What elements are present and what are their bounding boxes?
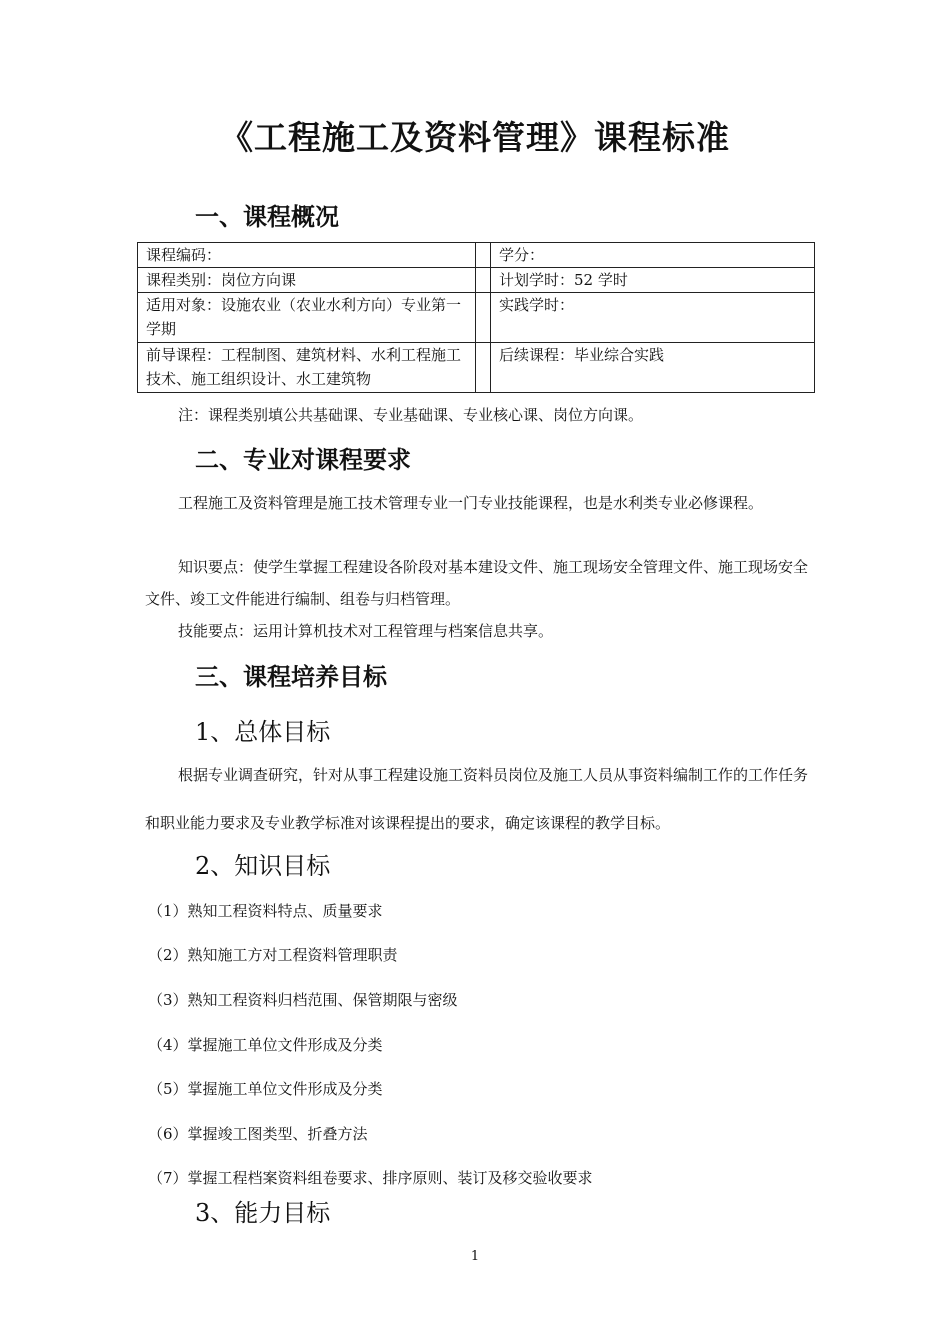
- page-number: 1: [470, 1249, 480, 1264]
- paragraph-skill-points: 技能要点：运用计算机技术对工程管理与档案信息共享。: [178, 622, 554, 640]
- paragraph-overall-objective: 根据专业调查研究，针对从事工程建设施工资料员岗位及施工人员从事资料编制工作的工作任务和职业能力要求及专业教学标准对该课程提出的要求，确定该课程的教学目标。: [145, 766, 809, 832]
- table-gap-cell: [476, 243, 491, 268]
- table-gap-cell: [476, 343, 491, 393]
- document-title: 《工程施工及资料管理》课程标准: [220, 118, 730, 157]
- paragraph-knowledge-points: 知识要点：使学生掌握工程建设各阶段对基本建设文件、施工现场安全管理文件、施工现场安全文件、竣工文件能进行编制、组卷与归档管理。: [145, 558, 809, 608]
- table-cell: 前导课程：工程制图、建筑材料、水利工程施工技术、施工组织设计、水工建筑物: [138, 343, 476, 393]
- subheading-knowledge-objective: 2、知识目标: [195, 852, 331, 880]
- table-row: [138, 293, 815, 343]
- list-item: （5）掌握施工单位文件形成及分类: [148, 1080, 383, 1098]
- table-cell: 后续课程：毕业综合实践: [491, 343, 815, 393]
- list-item: （2）熟知施工方对工程资料管理职责: [148, 946, 398, 964]
- section-heading-objectives: 三、课程培养目标: [195, 663, 387, 691]
- list-item: （3）熟知工程资料归档范围、保管期限与密级: [148, 991, 458, 1009]
- course-overview-table: [137, 242, 815, 393]
- subheading-ability-objective: 3、能力目标: [195, 1199, 331, 1227]
- table-cell: 课程类别：岗位方向课: [138, 268, 476, 293]
- list-item: （1）熟知工程资料特点、质量要求: [148, 902, 383, 920]
- table-gap-cell: [476, 268, 491, 293]
- section-heading-overview: 一、课程概况: [195, 203, 339, 231]
- table-cell: 实践学时：: [491, 293, 815, 343]
- list-item: （7）掌握工程档案资料组卷要求、排序原则、装订及移交验收要求: [148, 1169, 593, 1187]
- table-cell: 计划学时：52 学时: [491, 268, 815, 293]
- table-row: [138, 343, 815, 393]
- table-cell: 适用对象：设施农业（农业水利方向）专业第一学期: [138, 293, 476, 343]
- table-note: 注：课程类别填公共基础课、专业基础课、专业核心课、岗位方向课。: [178, 406, 644, 424]
- subheading-overall-objective: 1、总体目标: [195, 718, 331, 746]
- table-gap-cell: [476, 293, 491, 343]
- table-row: [138, 268, 815, 293]
- paragraph-course-description: 工程施工及资料管理是施工技术管理专业一门专业技能课程，也是水利类专业必修课程。: [178, 494, 764, 512]
- table-row: [138, 243, 815, 268]
- table-cell: 学分：: [491, 243, 815, 268]
- section-heading-requirements: 二、专业对课程要求: [195, 446, 411, 474]
- list-item: （6）掌握竣工图类型、折叠方法: [148, 1125, 368, 1143]
- list-item: （4）掌握施工单位文件形成及分类: [148, 1036, 383, 1054]
- table-cell: 课程编码：: [138, 243, 476, 268]
